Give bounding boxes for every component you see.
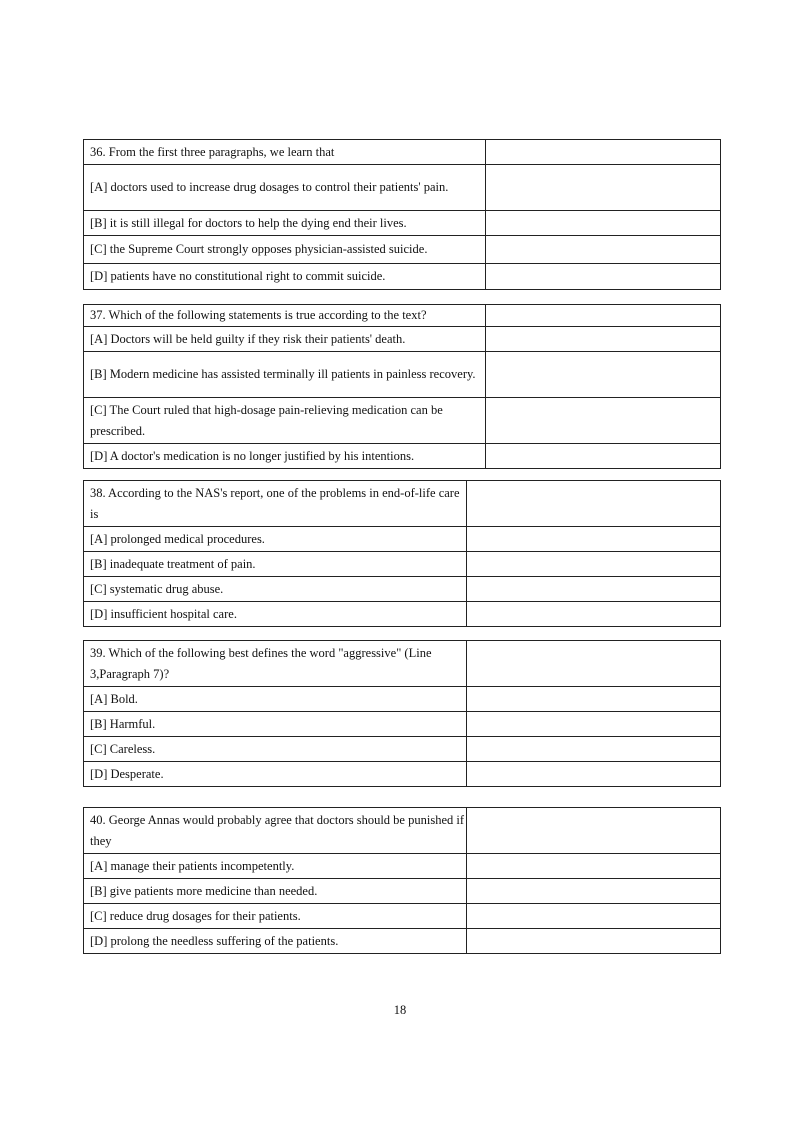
option-row (84, 762, 721, 787)
answer-cell[interactable] (486, 327, 721, 352)
question-stem: 40. George Annas would probably agree that doctors should be punished if they (84, 808, 467, 854)
answer-cell[interactable] (467, 879, 721, 904)
option-row (84, 527, 721, 552)
option-row (84, 904, 721, 929)
answer-cell[interactable] (467, 762, 721, 787)
answer-cell[interactable] (486, 352, 721, 398)
option-text: [A] doctors used to increase drug dosages to control their patients' pain. (84, 165, 486, 211)
answer-cell[interactable] (467, 808, 721, 854)
answer-cell[interactable] (467, 641, 721, 687)
answer-cell[interactable] (467, 687, 721, 712)
answer-cell[interactable] (486, 140, 721, 165)
question-40-stem-row (84, 808, 721, 854)
option-row (84, 712, 721, 737)
option-text: [C] the Supreme Court strongly opposes physician-assisted suicide. (84, 236, 486, 264)
answer-cell[interactable] (486, 236, 721, 264)
option-text: [A] prolonged medical procedures. (84, 527, 467, 552)
question-stem: 39. Which of the following best defines the word "aggressive" (Line 3,Paragraph 7)? (84, 641, 467, 687)
question-37-table (83, 304, 721, 469)
option-row (84, 264, 721, 290)
page-number: 18 (393, 1003, 407, 1017)
option-row (84, 854, 721, 879)
answer-cell[interactable] (467, 929, 721, 954)
question-36-table (83, 139, 721, 290)
option-row (84, 236, 721, 264)
option-text: [C] Careless. (84, 737, 467, 762)
option-row (84, 687, 721, 712)
option-text: [D] insufficient hospital care. (84, 602, 467, 627)
question-37-stem-row (84, 305, 721, 327)
option-row (84, 577, 721, 602)
answer-cell[interactable] (467, 577, 721, 602)
answer-cell[interactable] (486, 398, 721, 444)
question-38-table (83, 480, 721, 627)
question-stem: 36. From the first three paragraphs, we learn that (84, 140, 486, 165)
option-row (84, 398, 721, 444)
answer-cell[interactable] (467, 712, 721, 737)
question-stem: 38. According to the NAS's report, one of the problems in end-of-life care is (84, 481, 467, 527)
option-row (84, 444, 721, 469)
option-row (84, 165, 721, 211)
option-text: [B] inadequate treatment of pain. (84, 552, 467, 577)
option-row (84, 602, 721, 627)
answer-cell[interactable] (467, 527, 721, 552)
option-row (84, 327, 721, 352)
option-text: [B] give patients more medicine than needed. (84, 879, 467, 904)
option-text: [D] prolong the needless suffering of the patients. (84, 929, 467, 954)
answer-cell[interactable] (467, 904, 721, 929)
option-text: [D] A doctor's medication is no longer justified by his intentions. (84, 444, 486, 469)
option-text: [C] reduce drug dosages for their patients. (84, 904, 467, 929)
option-text: [C] systematic drug abuse. (84, 577, 467, 602)
option-text: [B] Modern medicine has assisted terminally ill patients in painless recovery. (84, 352, 486, 398)
answer-cell[interactable] (486, 264, 721, 290)
answer-cell[interactable] (486, 305, 721, 327)
answer-cell[interactable] (486, 165, 721, 211)
question-39-table (83, 640, 721, 787)
option-text: [D] patients have no constitutional right to commit suicide. (84, 264, 486, 290)
question-40-table (83, 807, 721, 954)
option-text: [B] Harmful. (84, 712, 467, 737)
question-stem: 37. Which of the following statements is true according to the text? (84, 305, 486, 327)
option-row (84, 211, 721, 236)
question-36-stem-row (84, 140, 721, 165)
option-text: [C] The Court ruled that high-dosage pain-relieving medication can be prescribed. (84, 398, 486, 444)
question-39-stem-row (84, 641, 721, 687)
option-text: [A] manage their patients incompetently. (84, 854, 467, 879)
option-text: [A] Doctors will be held guilty if they risk their patients' death. (84, 327, 486, 352)
option-text: [B] it is still illegal for doctors to help the dying end their lives. (84, 211, 486, 236)
answer-cell[interactable] (486, 211, 721, 236)
option-row (84, 552, 721, 577)
answer-cell[interactable] (467, 737, 721, 762)
option-row (84, 352, 721, 398)
option-row (84, 879, 721, 904)
option-text: [D] Desperate. (84, 762, 467, 787)
option-row (84, 929, 721, 954)
answer-cell[interactable] (467, 602, 721, 627)
answer-cell[interactable] (467, 552, 721, 577)
answer-cell[interactable] (486, 444, 721, 469)
option-row (84, 737, 721, 762)
question-38-stem-row (84, 481, 721, 527)
answer-cell[interactable] (467, 481, 721, 527)
option-text: [A] Bold. (84, 687, 467, 712)
answer-cell[interactable] (467, 854, 721, 879)
